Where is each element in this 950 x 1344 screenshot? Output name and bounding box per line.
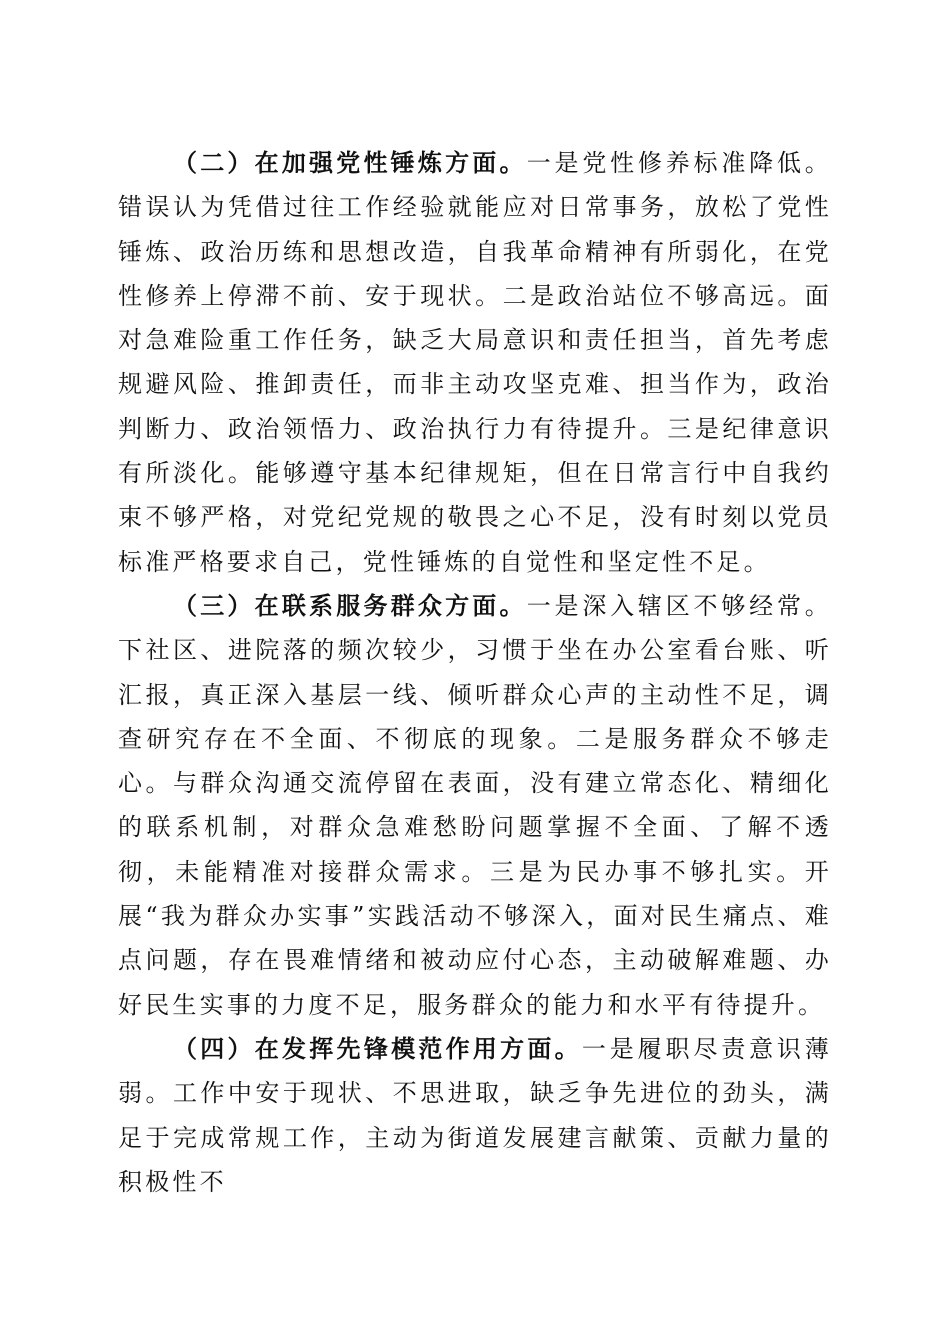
paragraph-serving-masses xyxy=(118,584,832,1027)
paragraph-body: 一是履职尽责意识薄弱。工作中安于现状、不思进取，缺乏争先进位的劲头，满足于完成常规工作，主动为街道发展建言献策、贡献力量的积极性不 xyxy=(118,1034,832,1196)
paragraph-body: 一是深入辖区不够经常。下社区、进院落的频次较少，习惯于坐在办公室看台账、听汇报，真正深入基层一线、倾听群众心声的主动性不足，调查研究存在不全面、不彻底的现象。二是服务群众不够走心。与群众沟通交流停留在表面，没有建立常态化、精细化的联系机制，对群众急难愁盼问题掌握不全面、了解不透彻，未能精准对接群众需求。三是为民办事不够扎实。开展“我为群众办实事”实践活动不够深入，面对民生痛点、难点问题，存在畏难情绪和被动应付心态，主动破解难题、办好民生实事的力度不足，服务群众的能力和水平有待提升。 xyxy=(118,591,832,1019)
paragraph-heading: （二）在加强党性锤炼方面。 xyxy=(173,149,527,177)
document-body xyxy=(118,141,832,1204)
paragraph-body: 一是党性修养标准降低。错误认为凭借过往工作经验就能应对日常事务，放松了党性锤炼、政治历练和思想改造，自我革命精神有所弱化，在党性修养上停滞不前、安于现状。二是政治站位不够高远。面对急难险重工作任务，缺乏大局意识和责任担当，首先考虑规避风险、推卸责任，而非主动攻坚克难、担当作为，政治判断力、政治领悟力、政治执行力有待提升。三是纪律意识有所淡化。能够遵守基本纪律规矩，但在日常言行中自我约束不够严格，对党纪党规的敬畏之心不足，没有时刻以党员标准严格要求自己，党性锤炼的自觉性和坚定性不足。 xyxy=(118,149,832,576)
paragraph-heading: （四）在发挥先锋模范作用方面。 xyxy=(173,1034,582,1063)
paragraph-heading: （三）在联系服务群众方面。 xyxy=(173,591,527,620)
paragraph-party-spirit xyxy=(118,141,832,584)
paragraph-vanguard-role xyxy=(118,1027,832,1204)
